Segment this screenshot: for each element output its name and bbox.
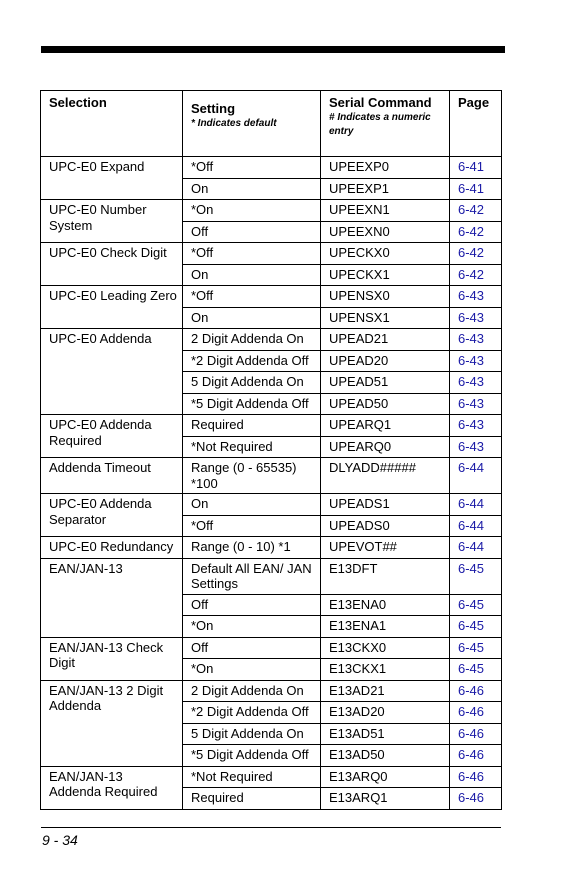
serial-command-cell: UPEEXP0 [321, 157, 450, 179]
page-link[interactable]: 6-44 [450, 494, 502, 516]
setting-cell: Default All EAN/ JAN Settings [183, 558, 321, 594]
page-link[interactable]: 6-42 [450, 243, 502, 265]
selection-cell: EAN/JAN-13 [41, 558, 183, 637]
page-link[interactable]: 6-44 [450, 515, 502, 537]
setting-cell: On [183, 178, 321, 200]
page-link[interactable]: 6-46 [450, 702, 502, 724]
setting-cell: *On [183, 659, 321, 681]
table-row [41, 680, 502, 702]
setting-cell: *On [183, 616, 321, 638]
table-row [41, 415, 502, 437]
setting-cell: Range (0 - 65535) *100 [183, 458, 321, 494]
selection-cell: EAN/JAN-13 2 Digit Addenda [41, 680, 183, 766]
header-setting: Setting * Indicates default [183, 91, 321, 157]
selection-cell: EAN/JAN-13 Addenda Required [41, 766, 183, 809]
setting-cell: Required [183, 788, 321, 810]
setting-cell: *5 Digit Addenda Off [183, 745, 321, 767]
serial-command-cell: UPEARQ0 [321, 436, 450, 458]
footer-rule [41, 827, 501, 828]
setting-cell: Off [183, 637, 321, 659]
page-link[interactable]: 6-43 [450, 372, 502, 394]
serial-command-cell: E13CKX1 [321, 659, 450, 681]
page-link[interactable]: 6-45 [450, 594, 502, 616]
serial-command-cell: UPENSX0 [321, 286, 450, 308]
selection-cell: UPC-E0 Number System [41, 200, 183, 243]
serial-command-table [40, 90, 502, 810]
header-serial-command: Serial Command # Indicates a numeric entry [321, 91, 450, 157]
table-body [41, 157, 502, 810]
table-row [41, 200, 502, 222]
selection-cell: UPC-E0 Addenda Separator [41, 494, 183, 537]
header-serial-note: # Indicates a numeric entry [329, 112, 431, 137]
setting-cell: *2 Digit Addenda Off [183, 350, 321, 372]
table-row [41, 157, 502, 179]
setting-cell: *Not Required [183, 766, 321, 788]
page-link[interactable]: 6-43 [450, 350, 502, 372]
serial-command-cell: E13ENA1 [321, 616, 450, 638]
table-row [41, 537, 502, 559]
table-row [41, 558, 502, 594]
page-link[interactable]: 6-42 [450, 221, 502, 243]
setting-cell: On [183, 264, 321, 286]
table-row [41, 458, 502, 494]
page-link[interactable]: 6-43 [450, 436, 502, 458]
setting-cell: Off [183, 221, 321, 243]
serial-command-cell: UPEADS1 [321, 494, 450, 516]
setting-cell: *Off [183, 243, 321, 265]
table-row [41, 766, 502, 788]
table-row [41, 286, 502, 308]
table-row [41, 243, 502, 265]
serial-command-cell: UPENSX1 [321, 307, 450, 329]
setting-cell: *Off [183, 515, 321, 537]
setting-cell: *On [183, 200, 321, 222]
page-link[interactable]: 6-42 [450, 264, 502, 286]
page-link[interactable]: 6-45 [450, 637, 502, 659]
page-link[interactable]: 6-43 [450, 415, 502, 437]
setting-cell: 2 Digit Addenda On [183, 680, 321, 702]
page-link[interactable]: 6-41 [450, 157, 502, 179]
serial-command-cell: UPEAD51 [321, 372, 450, 394]
page-link[interactable]: 6-46 [450, 680, 502, 702]
setting-cell: Required [183, 415, 321, 437]
serial-command-cell: UPEAD21 [321, 329, 450, 351]
setting-cell: Off [183, 594, 321, 616]
serial-command-cell: UPEADS0 [321, 515, 450, 537]
serial-command-cell: UPEAD50 [321, 393, 450, 415]
table-row [41, 329, 502, 351]
header-selection: Selection [41, 91, 183, 157]
page-link[interactable]: 6-44 [450, 537, 502, 559]
setting-cell: On [183, 307, 321, 329]
table-row [41, 494, 502, 516]
serial-command-cell: E13AD51 [321, 723, 450, 745]
selection-cell: UPC-E0 Leading Zero [41, 286, 183, 329]
setting-cell: *2 Digit Addenda Off [183, 702, 321, 724]
serial-command-cell: UPEVOT## [321, 537, 450, 559]
page-link[interactable]: 6-46 [450, 788, 502, 810]
serial-command-cell: E13AD20 [321, 702, 450, 724]
table-header-row [41, 91, 502, 157]
setting-cell: Range (0 - 10) *1 [183, 537, 321, 559]
header-page: Page [450, 91, 502, 157]
top-rule [41, 46, 505, 53]
serial-command-cell: UPEARQ1 [321, 415, 450, 437]
selection-cell: UPC-E0 Check Digit [41, 243, 183, 286]
serial-command-cell: UPEEXN1 [321, 200, 450, 222]
selection-cell: Addenda Timeout [41, 458, 183, 494]
serial-command-cell: DLYADD##### [321, 458, 450, 494]
page-link[interactable]: 6-46 [450, 745, 502, 767]
setting-cell: *Off [183, 286, 321, 308]
selection-cell: EAN/JAN-13 Check Digit [41, 637, 183, 680]
page-link[interactable]: 6-43 [450, 393, 502, 415]
selection-cell: UPC-E0 Redundancy [41, 537, 183, 559]
page-link[interactable]: 6-43 [450, 329, 502, 351]
table-row [41, 637, 502, 659]
page-link[interactable]: 6-43 [450, 286, 502, 308]
setting-cell: On [183, 494, 321, 516]
serial-command-cell: E13AD21 [321, 680, 450, 702]
serial-command-cell: E13ARQ0 [321, 766, 450, 788]
serial-command-cell: UPECKX0 [321, 243, 450, 265]
page-link[interactable]: 6-46 [450, 766, 502, 788]
selection-cell: UPC-E0 Addenda Required [41, 415, 183, 458]
setting-cell: *Off [183, 157, 321, 179]
page-number: 9 - 34 [42, 832, 78, 848]
serial-command-cell: UPEAD20 [321, 350, 450, 372]
page-link[interactable]: 6-44 [450, 458, 502, 494]
setting-cell: 5 Digit Addenda On [183, 723, 321, 745]
serial-command-cell: E13AD50 [321, 745, 450, 767]
page-link[interactable]: 6-41 [450, 178, 502, 200]
page-link[interactable]: 6-46 [450, 723, 502, 745]
page-link[interactable]: 6-45 [450, 558, 502, 594]
setting-cell: *Not Required [183, 436, 321, 458]
serial-command-cell: E13ENA0 [321, 594, 450, 616]
selection-cell: UPC-E0 Addenda [41, 329, 183, 415]
page-link[interactable]: 6-45 [450, 659, 502, 681]
serial-command-cell: E13CKX0 [321, 637, 450, 659]
serial-command-cell: UPEEXN0 [321, 221, 450, 243]
serial-command-cell: E13ARQ1 [321, 788, 450, 810]
selection-cell: UPC-E0 Expand [41, 157, 183, 200]
setting-cell: 5 Digit Addenda On [183, 372, 321, 394]
page-link[interactable]: 6-42 [450, 200, 502, 222]
serial-command-cell: E13DFT [321, 558, 450, 594]
serial-command-cell: UPEEXP1 [321, 178, 450, 200]
serial-command-cell: UPECKX1 [321, 264, 450, 286]
header-setting-note: * Indicates default [191, 118, 277, 129]
page-link[interactable]: 6-45 [450, 616, 502, 638]
page-link[interactable]: 6-43 [450, 307, 502, 329]
setting-cell: *5 Digit Addenda Off [183, 393, 321, 415]
setting-cell: 2 Digit Addenda On [183, 329, 321, 351]
